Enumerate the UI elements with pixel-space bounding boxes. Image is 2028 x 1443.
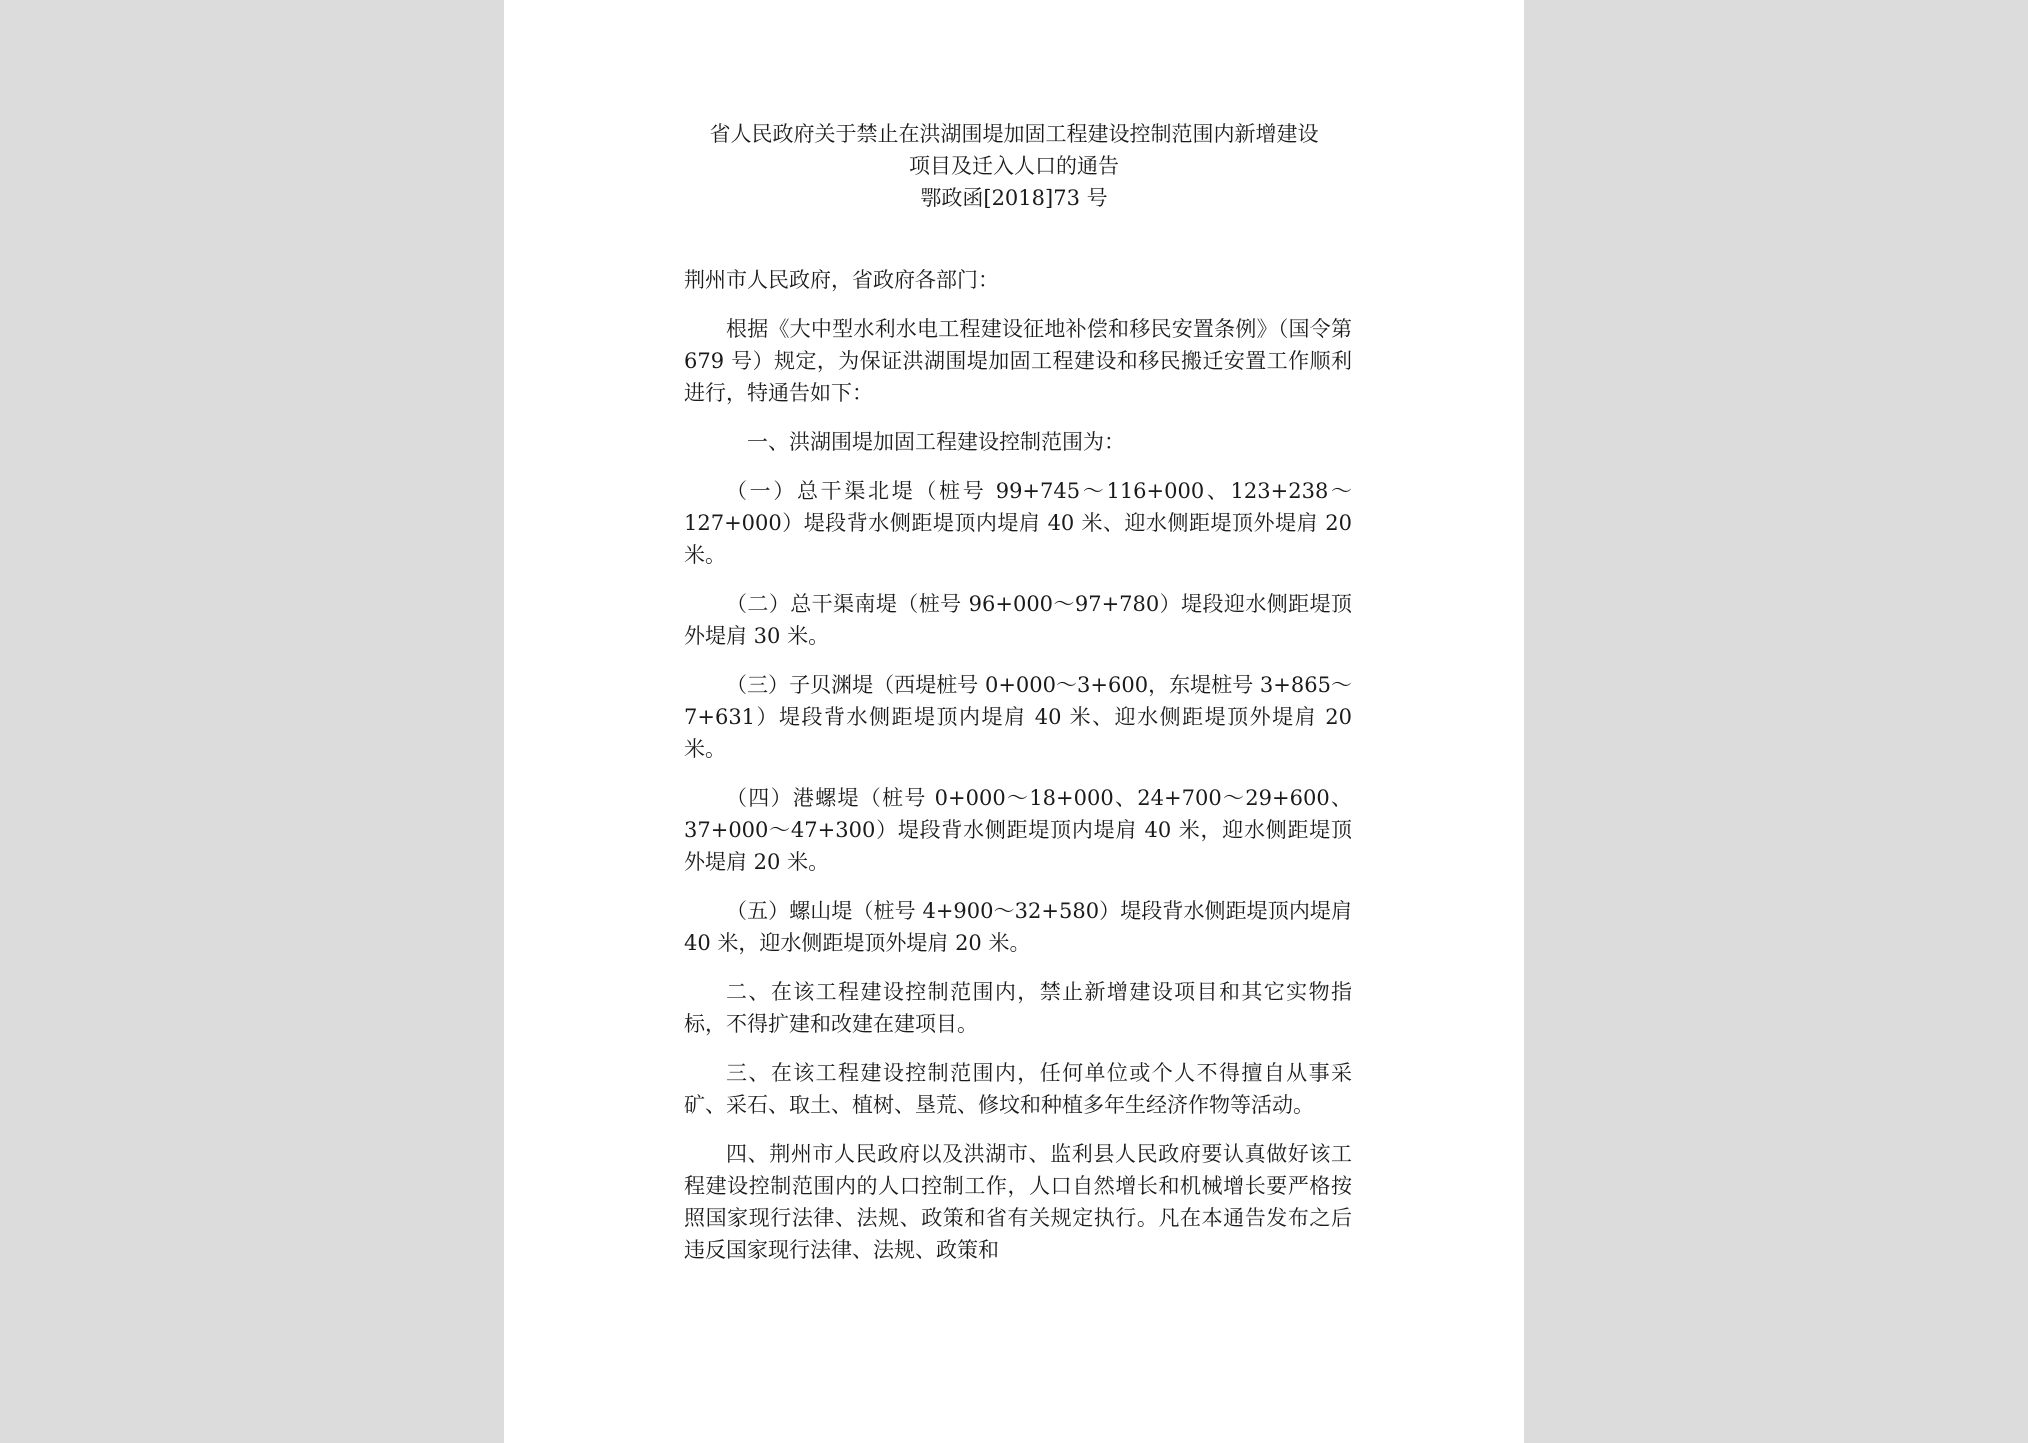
paragraph-section-1: 一、洪湖围堤加固工程建设控制范围为： — [747, 430, 1125, 454]
paragraph-intro: 根据《大中型水利水电工程建设征地补偿和移民安置条例》（国令第 679 号）规定，为保证洪湖围堤加固工程建设和移民搬迁安置工作顺利进行，特通告如下： — [684, 317, 1352, 405]
document-title-line-2: 项目及迁入人口的通告 — [909, 154, 1119, 178]
document-title-line-1: 省人民政府关于禁止在洪湖围堤加固工程建设控制范围内新增建设 — [709, 122, 1319, 146]
document-number: 鄂政函[2018]73 号 — [920, 186, 1108, 210]
paragraph-item-2: （二）总干渠南堤（桩号 96+000～97+780）堤段迎水侧距堤顶外堤肩 30 米。 — [684, 592, 1352, 648]
document-page — [504, 0, 1524, 1443]
document-body — [684, 264, 1352, 1283]
paragraph-item-5: （五）螺山堤（桩号 4+900～32+580）堤段背水侧距堤顶内堤肩 40 米，迎水侧距堤顶外堤肩 20 米。 — [684, 899, 1352, 955]
paragraph-item-1: （一）总干渠北堤（桩号 99+745～116+000、123+238～127+000）堤段背水侧距堤顶内堤肩 40 米、迎水侧距堤顶外堤肩 20 米。 — [684, 479, 1352, 567]
salutation: 荆州市人民政府，省政府各部门： — [684, 268, 999, 292]
paragraph-section-2: 二、在该工程建设控制范围内，禁止新增建设项目和其它实物指标，不得扩建和改建在建项目。 — [684, 980, 1352, 1036]
title-block — [504, 118, 1524, 214]
paragraph-section-4: 四、荆州市人民政府以及洪湖市、监利县人民政府要认真做好该工程建设控制范围内的人口控制工作，人口自然增长和机械增长要严格按照国家现行法律、法规、政策和省有关规定执行。凡在本通告发布之后违反国家现行法律、法规、政策和 — [684, 1142, 1352, 1262]
paragraph-section-3: 三、在该工程建设控制范围内，任何单位或个人不得擅自从事采矿、采石、取土、植树、垦荒、修坟和种植多年生经济作物等活动。 — [684, 1061, 1352, 1117]
paragraph-item-4: （四）港螺堤（桩号 0+000～18+000、24+700～29+600、37+000～47+300）堤段背水侧距堤顶内堤肩 40 米，迎水侧距堤顶外堤肩 20 米。 — [684, 786, 1352, 874]
paragraph-item-3: （三）子贝渊堤（西堤桩号 0+000～3+600，东堤桩号 3+865～7+631）堤段背水侧距堤顶内堤肩 40 米、迎水侧距堤顶外堤肩 20 米。 — [684, 673, 1352, 761]
